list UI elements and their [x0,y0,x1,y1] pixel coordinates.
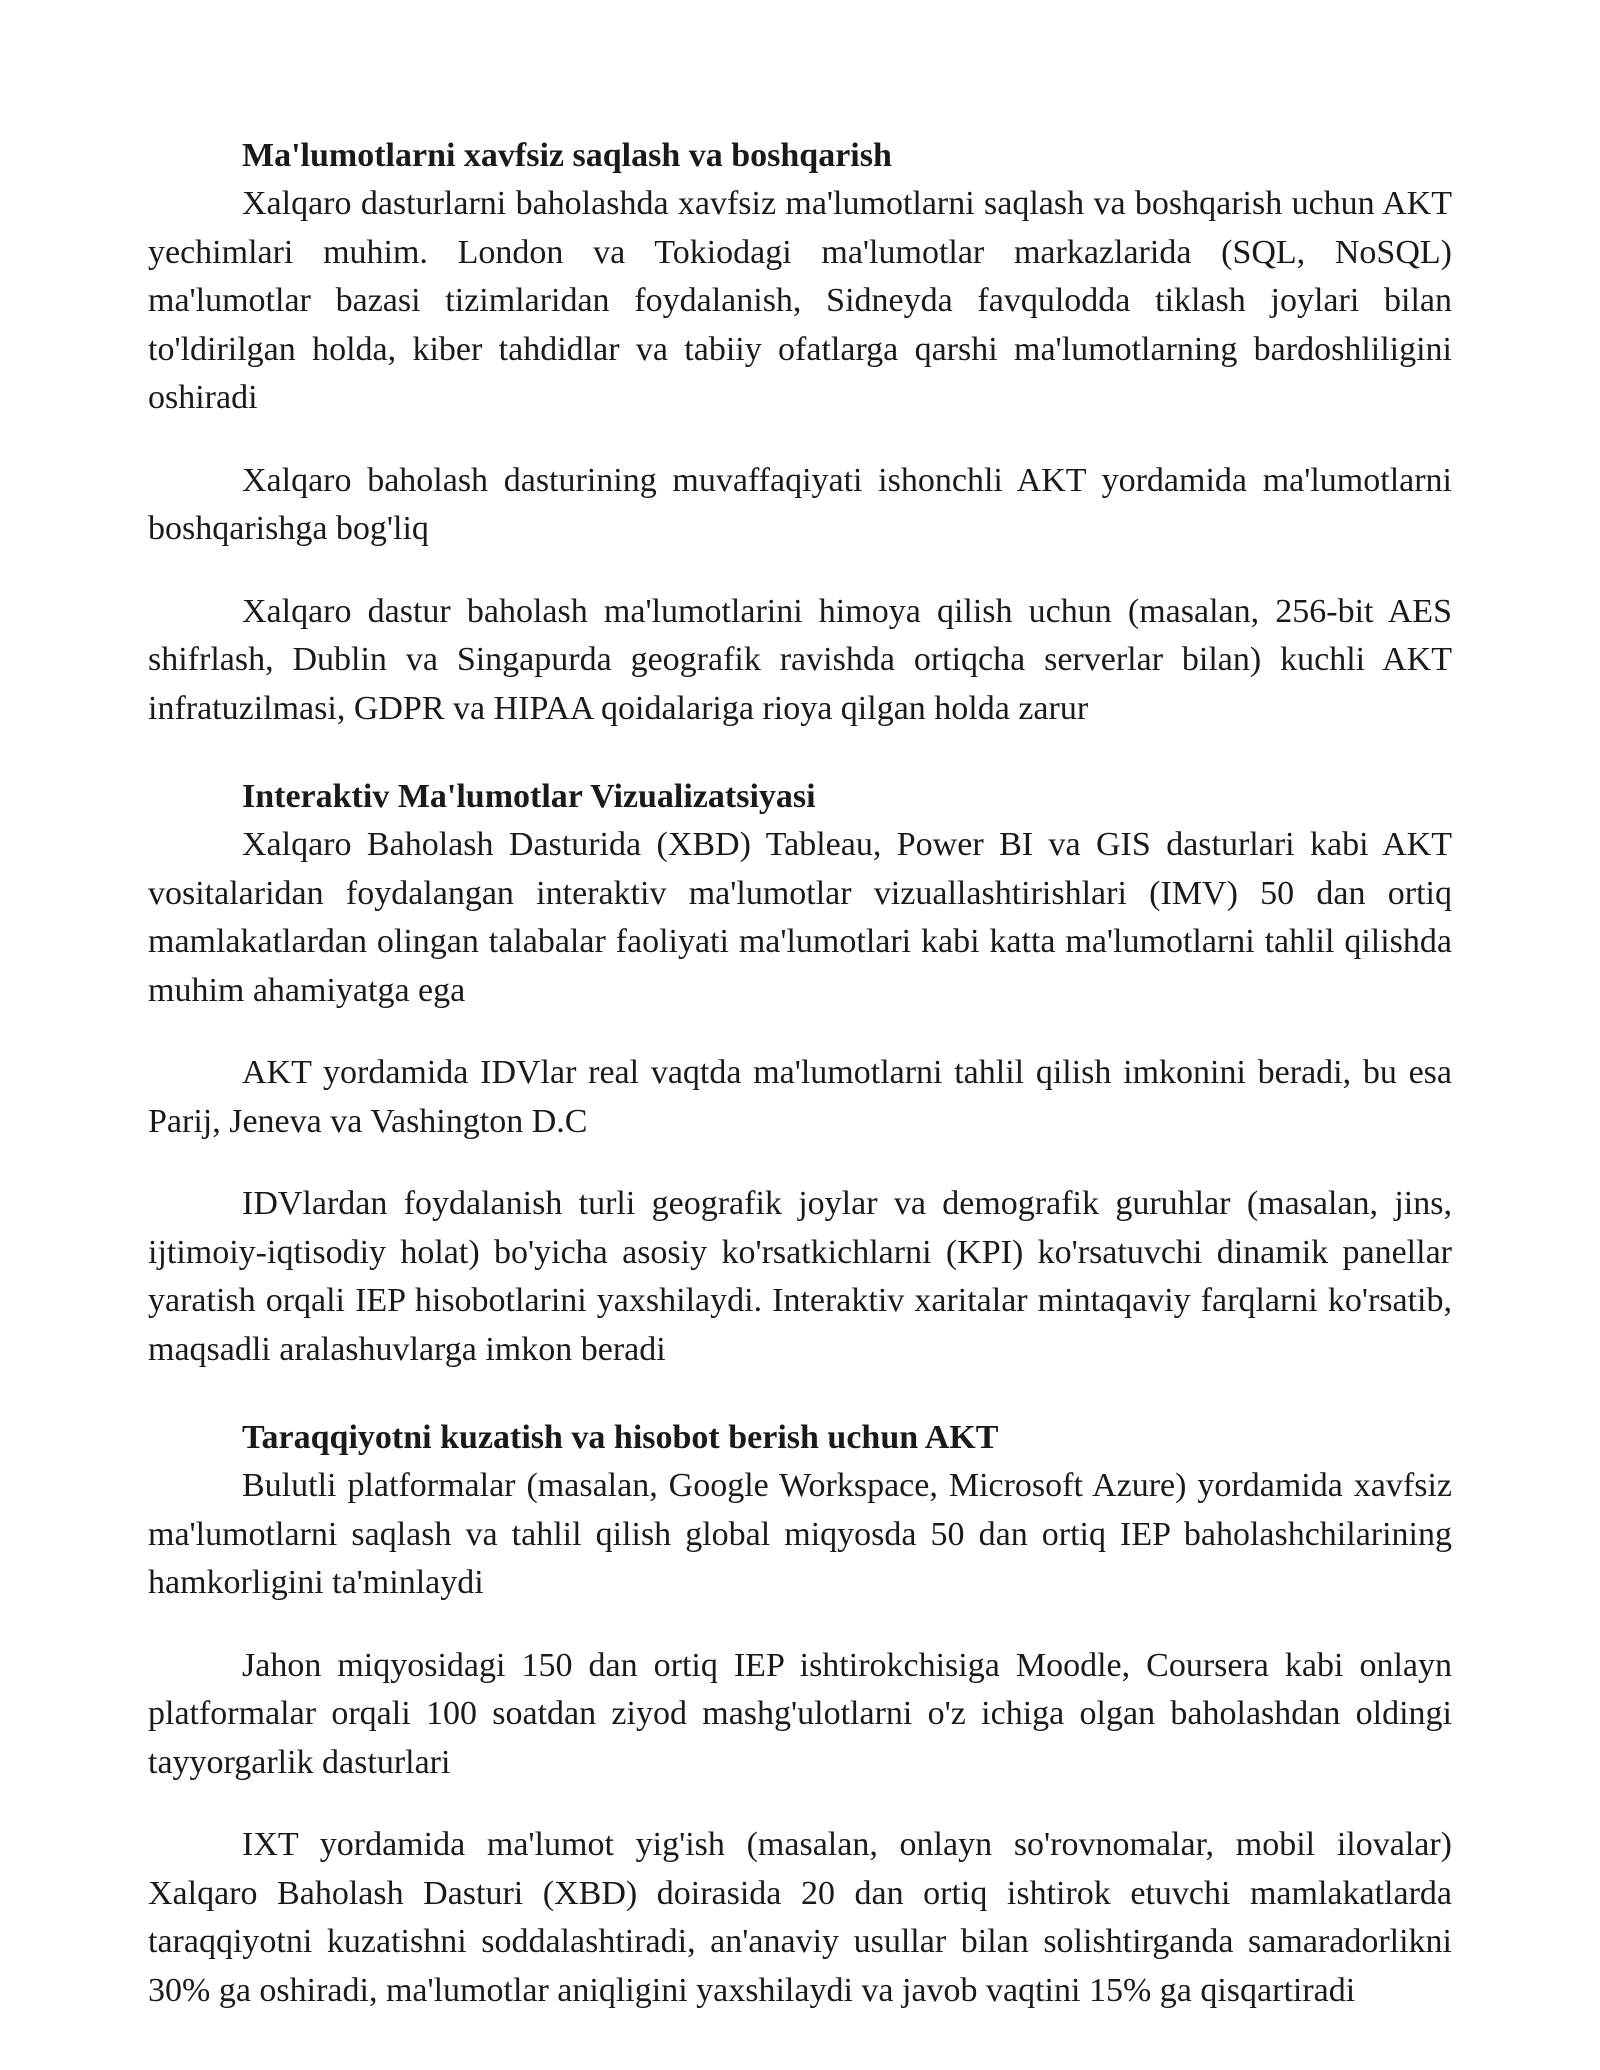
paragraph: IDVlardan foydalanish turli geografik joylar va demografik guruhlar (masalan, jins, ijtimoiy-iqtisodiy holat) bo'yicha asosiy ko'rsatkichlarni (KPI) ko'rsatuvchi dinamik panellar yaratish orqali IEP hisobotlarini yaxshilaydi. Interaktiv xaritalar mintaqaviy farqlarni ko'rsatib, maqsadli aralashuvlarga imkon beradi [148,1185,1452,1368]
paragraph: IXT yordamida ma'lumot yig'ish (masalan, onlayn so'rovnomalar, mobil ilovalar) Xalqaro Baholash Dasturi (XBD) doirasida 20 dan ortiq ishtirok etuvchi mamlakatlarda taraqqiyotni kuzatishni soddalashtiradi, an'anaviy usullar bilan solishtirganda samaradorlikni 30% ga oshiradi, ma'lumotlar aniqligini yaxshilaydi va javob vaqtini 15% ga qisqartiradi [148,1826,1452,2009]
paragraph: Bulutli platformalar (masalan, Google Workspace, Microsoft Azure) yordamida xavfsiz ma'lumotlarni saqlash va tahlil qilish global miqyosda 50 dan ortiq IEP baholashchilarining hamkorligini ta'minlaydi [148,1467,1452,1601]
section-heading: Ma'lumotlarni xavfsiz saqlash va boshqarish [242,137,892,174]
section-heading: Interaktiv Ma'lumotlar Vizualizatsiyasi [242,778,816,815]
section-interactive-data-visualization [148,773,1452,1374]
paragraph: Xalqaro dastur baholash ma'lumotlarini himoya qilish uchun (masalan, 256-bit AES shifrlash, Dublin va Singapurda geografik ravishda ortiqcha serverlar bilan) kuchli AKT infratuzilmasi, GDPR va HIPAA qoidalariga rioya qilgan holda zarur [148,592,1452,727]
section-secure-data-storage [148,132,1452,733]
paragraph: AKT yordamida IDVlar real vaqtda ma'lumotlarni tahlil qilish imkonini beradi, bu esa Parij, Jeneva va Vashington D.C [148,1054,1452,1140]
paragraph: Xalqaro dasturlarni baholashda xavfsiz ma'lumotlarni saqlash va boshqarish uchun AKT yechimlari muhim. London va Tokiodagi ma'lumotlar markazlarida (SQL, NoSQL) ma'lumotlar bazasi tizimlaridan foydalanish, Sidneyda favqulodda tiklash joylari bilan to'ldirilgan holda, kiber tahdidlar va tabiiy ofatlarga qarshi ma'lumotlarning bardoshliligini oshiradi [148,185,1452,416]
section-heading: Taraqqiyotni kuzatish va hisobot berish uchun AKT [242,1419,999,1456]
paragraph: Xalqaro Baholash Dasturida (XBD) Tableau, Power BI va GIS dasturlari kabi AKT vositalaridan foydalangan interaktiv ma'lumotlar vizuallashtirishlari (IMV) 50 dan ortiq mamlakatlardan olingan talabalar faoliyati ma'lumotlari kabi katta ma'lumotlarni tahlil qilishda muhim ahamiyatga ega [148,826,1452,1009]
paragraph: Xalqaro baholash dasturining muvaffaqiyati ishonchli AKT yordamida ma'lumotlarni boshqarishga bog'liq [148,461,1452,547]
section-progress-tracking [148,1414,1452,2015]
paragraph: Jahon miqyosidagi 150 dan ortiq IEP ishtirokchisiga Moodle, Coursera kabi onlayn platformalar orqali 100 soatdan ziyod mashg'ulotlarni o'z ichiga olgan baholashdan oldingi tayyorgarlik dasturlari [148,1646,1452,1781]
document-page [148,132,1452,2015]
